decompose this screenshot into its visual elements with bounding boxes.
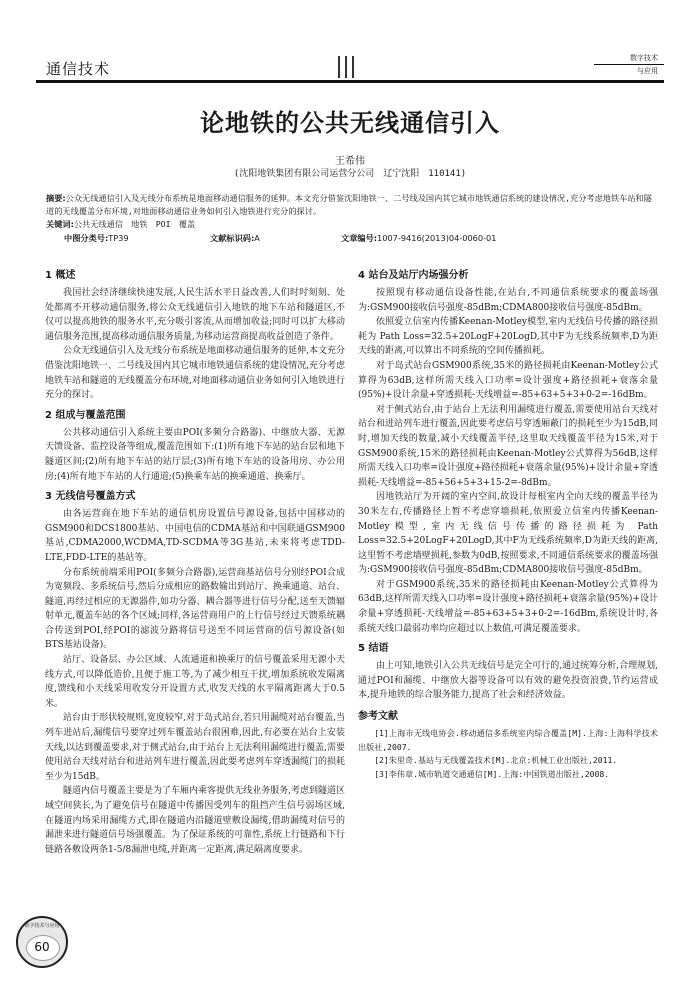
document-code: [210, 233, 260, 244]
body-paragraph: 隧道内信号覆盖主要是为了车厢内乘客提供无线业务服务,考虑到隧道区域空间狭长,为了避免信号在隧道中传播因受列车的阻挡产生信号弱场区域,在隧道内场采用漏缆方式,即在隧道内沿隧道壁敷设漏缆,借助漏缆对信号的漏泄来进行隧道信号场强覆盖。为了保证系统的可靠性,系统上行链路和下行链路各敷设两条1-5/8漏泄电缆,并距离一定距离,满足隔离度要求。: [45, 786, 345, 855]
references-heading: 参考文献: [358, 711, 398, 723]
section-heading: 4 站台及站厅内场强分析: [358, 270, 469, 281]
clc-label: 中图分类号:: [64, 233, 109, 243]
left-column: [45, 263, 345, 857]
abstract-label: 摘要:: [46, 193, 66, 203]
body-paragraph: 站台由于形状较规则,宽度较窄,对于岛式站台,若只用漏缆对站台覆盖,当列车进站后,漏缆信号要穿过列车覆盖站台很困难,因此,有必要在站台上安装天线,以达到覆盖要求,对于侧式站台,由于站台上无法利用漏缆进行覆盖,需要使用站台天线对站台和进站列车进行覆盖,因此要考虑列车穿透漏缆门的损耗至少为15dB。: [45, 713, 345, 782]
reference-item: [2]朱里奇.基站与无线覆盖技术[M].北京:机械工业出版社,2011.: [374, 755, 618, 766]
body-paragraph: 依照爱立信室内传播Keenan-Motley模型,室内无线信号传播的路径损耗为 Path Loss=32.5+20LogF+20LogD,其中F为无线系统频率,D为距天线的距离,可以算出不同系统的空间传播损耗。: [358, 317, 658, 357]
article-number: [341, 233, 496, 244]
clc-value: TP39: [108, 233, 129, 243]
keywords-text: 公共无线通信 地铁 POI 覆盖: [73, 219, 196, 229]
clc-number: [64, 233, 129, 244]
right-column: [358, 263, 658, 781]
keywords-label: 关键词:: [46, 219, 74, 229]
body-paragraph: 分布系统前端采用POI(多频分合路器),运营商基站信号分别经POI合成为宽频段、多系统信号,然后分成相应的路数输出到站厅、换乘通道、站台、隧道,再经过相应的无源器件,如功分器、耦合器等进行信号分配,送至天馈辐射单元,覆盖车站的各个区域;同样,各运营商用户的上行信号经过天馈系统耦合传送到POI,经POI的滤波分路将信号送至不同运营商的信号源设备(如BTS基站设备)。: [45, 567, 345, 651]
body-paragraph: 由各运营商在地下车站的通信机房设置信号源设备,包括中国移动的GSM900和DCS1800基站、中国电信的CDMA基站和中国联通GSM900基站,CDMA2000,WCDMA,TD-SCDMA等3G基站,未来将考虑TDD-LTE,FDD-LTE的基站等。: [45, 509, 345, 563]
keywords-line: [46, 218, 656, 231]
body-paragraph: 对于岛式站台GSM900系统,35米的路径损耗由Keenan-Motley公式算得为63dB,这样所需天线入口功率=设计强度+路径损耗+衰落余量(95%)+设计余量+穿透损耗-天线增益=-85+63+5+3+0-2=-16dBm。: [358, 360, 658, 401]
artno-value: 1007-9416(2013)04-0060-01: [377, 233, 497, 243]
page-number-badge: [16, 916, 68, 968]
body-paragraph: 因地铁站厅为开阔的室内空间,故设计每根室内全向天线的覆盖半径为30米左右,传播路径上暂不考虑穿墙损耗,依照爱立信室内传播Keenan-Motley模型,室内无线信号传播的路径损耗为 Path Loss=32.5+20LogF+20LogD,其中F为无线系统频率,D为距天线的距离,这里暂不考虑墙壁损耗,参数为0dB,按照要求,不同通信系统要求的覆盖场强为:GSM900接收信号强度-85dBm;CDMA800接收信号强度-85dBm。: [358, 492, 658, 576]
running-header: [36, 50, 664, 80]
body-paragraph: 公众无线通信引入及无线分布系统是地面移动通信服务的延伸,本文充分借鉴沈阳地铁一、二号线及国内其它城市地铁通信系统的建设情况,充分考虑地铁车站和隧道的无线覆盖分布环境,对地面移动通信业务如何引入地铁进行充分的探讨。: [45, 346, 345, 401]
badge-ring-text: 数字技术与应用: [24, 923, 60, 929]
abstract-paragraph: [46, 192, 656, 218]
section-heading: 3 无线信号覆盖方式: [45, 491, 136, 503]
reference-item: [1]上海市无线电协会.移动通信多系统室内综合覆盖[M].上海:上海科学技术出版社,2007.: [358, 728, 658, 752]
section-heading: 1 概述: [45, 270, 76, 281]
body-paragraph: 对于侧式站台,由于站台上无法利用漏缆进行覆盖,需要使用站台天线对站台和进站列车进行覆盖,因此要考虑信号穿透厢蔽门的损耗至少为15dB,同时,增加天线的数量,减小天线覆盖半径,这里取天线覆盖半径为15米,对于GSM900系统,15米的路径损耗由Keenan-Motley公式算得为56dB,这样所需天线入口功率=设计强度+路径损耗+衰落余量(95%)+设计余量+穿透损耗-天线增益=-85+56+5+3+15-2=-8dBm。: [358, 404, 658, 488]
abstract-block: [46, 192, 656, 231]
body-paragraph: 站厅、设备层、办公区域、人流通道和换乘厅的信号覆盖采用无源小天线方式,可以降低造价,且便于施工等,为了减少相互干扰,增加系统收发隔离度,馈线和小天线采用收发分开设置方式,收发天线的水平隔离距离大于0.5米。: [45, 655, 345, 709]
author-name: 王希伟: [335, 156, 365, 167]
journal-badge-line2: 与应用: [637, 67, 658, 75]
reference-item: [3]李伟章.城市轨道交通通信[M].上海:中国铁道出版社,2008.: [374, 768, 610, 779]
body-paragraph: 公共移动通信引入系统主要由POI(多频分合路器)、中继放大器、无源天馈设备、监控设备等组成,覆盖范围如下:(1)所有地下车站的站台层和地下隧道区间;(2)所有地下车站的站厅层;(3)所有地下车站的设备用房、办公用房;(4)所有地下车站的人行通道;(5)换乘车站的换乘通道、换乘厅。: [45, 427, 345, 482]
doc-value: A: [254, 233, 260, 243]
journal-badge-line1: 数字技术: [594, 52, 664, 65]
body-paragraph: 由上可知,地铁引入公共无线信号是完全可行的,通过统筹分析,合理规划,通过POI和漏缆、中继放大器等设备可以有效的避免投资浪费,节约运营成本,提升地铁的综合服务能力,提高了社会和经济效益。: [358, 661, 658, 701]
header-rule: [36, 80, 664, 83]
body-paragraph: 对于GSM900系统,35米的路径损耗由Keenan-Motley公式算得为63dB,这样所需天线入口功率=设计强度+路径损耗+衰落余量(95%)+设计余量+穿透损耗-天线增益=-85+63+5+3+0-2=-16dBm,系统设计时,各系统天线口最弱功率均应超过以上数值,可满足覆盖要求。: [358, 579, 658, 634]
artno-label: 文章编号:: [341, 233, 378, 243]
doc-label: 文献标识码:: [210, 233, 255, 243]
body-paragraph: 按照现有移动通信设备性能,在站台,不同通信系统要求的覆盖场强为:GSM900接收信号强度-85dBm;CDMA800接收信号强度-85dBm。: [358, 288, 658, 313]
section-heading: 2 组成与覆盖范围: [45, 409, 126, 421]
references: [358, 709, 658, 781]
section-label: 通信技术: [46, 60, 111, 78]
author-affiliation: (沈阳地铁集团有限公司运营分公司 辽宁沈阳 110141): [233, 169, 467, 179]
page-number: 60: [34, 940, 50, 954]
section-heading: 5 结语: [358, 643, 389, 655]
body-paragraph: 我国社会经济继续快速发展,人民生活水平日益改善,人们时时刻刻、处处都离不开移动通信服务,将公众无线通信引入地铁的地下车站和隧道区,不仅可以提高地铁的服务水平,充分吸引客流,从而增加收益;同时可以扩大移动通信服务范围,提高移动通信服务质量,为移动运营商提高收益创造了条件。: [45, 288, 345, 342]
article-title: 论地铁的公共无线通信引入: [200, 108, 500, 137]
header-bars-decoration: [338, 56, 359, 82]
abstract-text: 公众无线通信引入及无线分布系统是地面移动通信服务的延伸。本文充分借鉴沈阳地铁一、二号线及国内其它城市地铁通信系统的建设情况,充分考虑地铁车站和隧道的无线覆盖分布环境,对地面移动通信业务如何引入地铁进行充分的探讨。: [46, 193, 652, 216]
journal-badge: [594, 52, 664, 82]
